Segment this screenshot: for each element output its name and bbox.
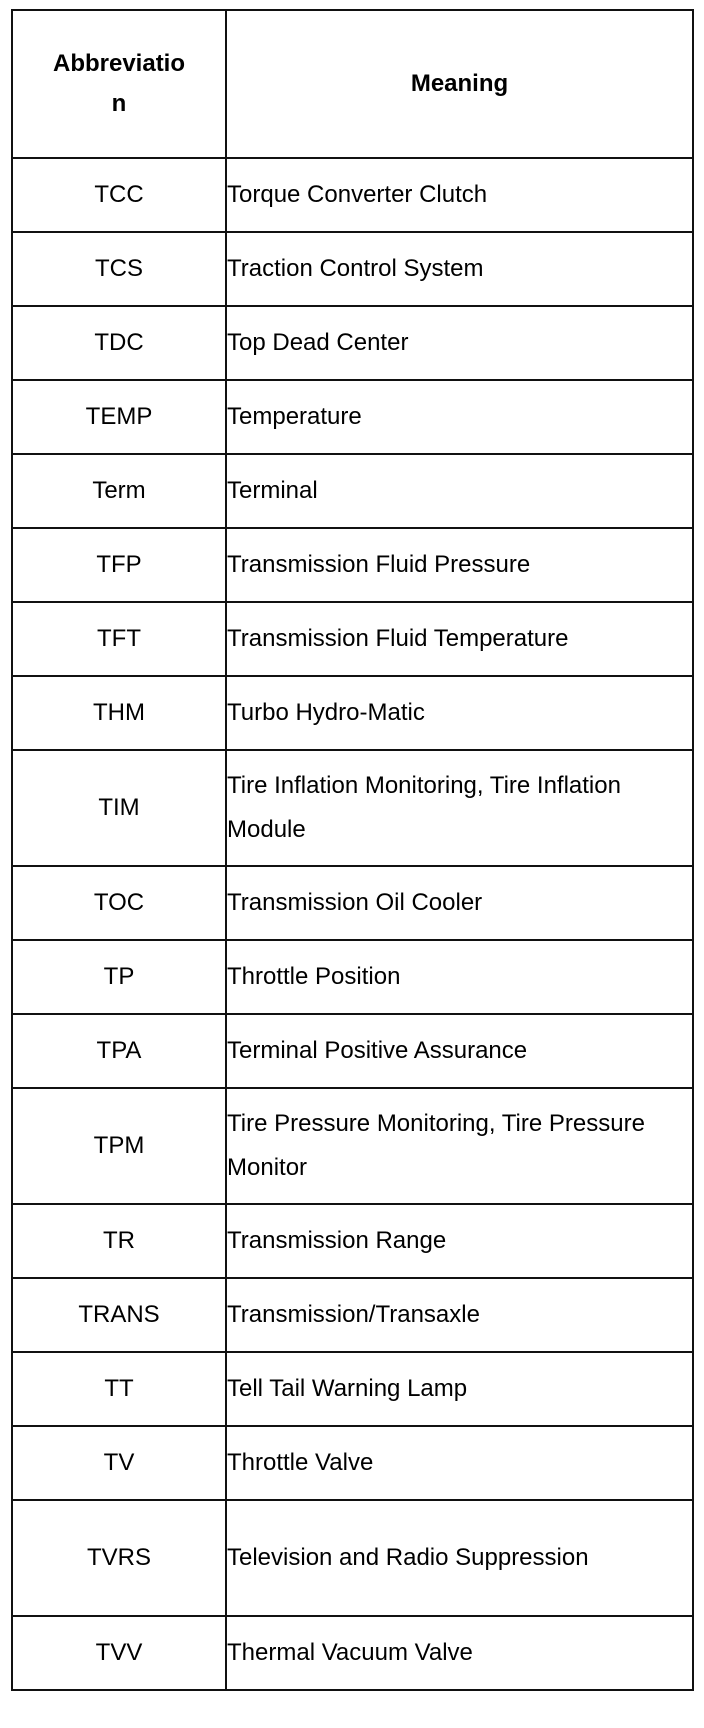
abbreviation-cell: TPM <box>12 1088 226 1204</box>
meaning-cell: Terminal Positive Assurance <box>226 1014 693 1088</box>
table-row <box>12 1278 693 1352</box>
meaning-cell: Thermal Vacuum Valve <box>226 1616 693 1690</box>
abbreviation-cell: TFP <box>12 528 226 602</box>
meaning-cell: Top Dead Center <box>226 306 693 380</box>
abbreviation-cell: TP <box>12 940 226 1014</box>
table-row <box>12 1088 693 1204</box>
table-row <box>12 232 693 306</box>
abbreviation-cell: Term <box>12 454 226 528</box>
meaning-cell: Throttle Valve <box>226 1426 693 1500</box>
meaning-cell: Tire Pressure Monitoring, Tire Pressure Monitor <box>226 1088 693 1204</box>
abbreviation-cell: TOC <box>12 866 226 940</box>
meaning-cell: Terminal <box>226 454 693 528</box>
table-row <box>12 528 693 602</box>
meaning-cell: Turbo Hydro-Matic <box>226 676 693 750</box>
abbreviation-cell: TPA <box>12 1014 226 1088</box>
abbreviation-cell: TVRS <box>12 1500 226 1616</box>
abbreviation-cell: TCC <box>12 158 226 232</box>
meaning-cell: Transmission Range <box>226 1204 693 1278</box>
header-abbreviation <box>12 10 226 158</box>
abbreviation-cell: THM <box>12 676 226 750</box>
abbreviation-cell: TR <box>12 1204 226 1278</box>
table-row <box>12 1204 693 1278</box>
meaning-cell: Transmission Oil Cooler <box>226 866 693 940</box>
table-row <box>12 676 693 750</box>
table-row <box>12 750 693 866</box>
meaning-cell: Torque Converter Clutch <box>226 158 693 232</box>
abbreviation-cell: TEMP <box>12 380 226 454</box>
abbreviation-table <box>11 9 694 1691</box>
meaning-cell: Transmission Fluid Pressure <box>226 528 693 602</box>
meaning-cell: Tell Tail Warning Lamp <box>226 1352 693 1426</box>
table-row <box>12 866 693 940</box>
abbreviation-cell: TDC <box>12 306 226 380</box>
meaning-cell: Television and Radio Suppression <box>226 1500 693 1616</box>
abbreviation-cell: TIM <box>12 750 226 866</box>
table-row <box>12 1014 693 1088</box>
table-row <box>12 1352 693 1426</box>
table-row <box>12 454 693 528</box>
abbreviation-cell: TFT <box>12 602 226 676</box>
abbreviation-cell: TCS <box>12 232 226 306</box>
meaning-cell: Tire Inflation Monitoring, Tire Inflation Module <box>226 750 693 866</box>
header-abbreviation-label: Abbreviation <box>52 50 186 117</box>
table-row <box>12 1500 693 1616</box>
table-row <box>12 602 693 676</box>
meaning-cell: Traction Control System <box>226 232 693 306</box>
table-row <box>12 306 693 380</box>
table-row <box>12 1616 693 1690</box>
table-row <box>12 158 693 232</box>
meaning-cell: Transmission Fluid Temperature <box>226 602 693 676</box>
meaning-cell: Throttle Position <box>226 940 693 1014</box>
abbreviation-cell: TVV <box>12 1616 226 1690</box>
meaning-cell: Temperature <box>226 380 693 454</box>
table-row <box>12 1426 693 1500</box>
table-row <box>12 940 693 1014</box>
abbreviation-cell: TRANS <box>12 1278 226 1352</box>
table-header-row <box>12 10 693 158</box>
header-meaning: Meaning <box>226 10 693 158</box>
table-row <box>12 380 693 454</box>
abbreviation-cell: TT <box>12 1352 226 1426</box>
meaning-cell: Transmission/Transaxle <box>226 1278 693 1352</box>
abbreviation-cell: TV <box>12 1426 226 1500</box>
